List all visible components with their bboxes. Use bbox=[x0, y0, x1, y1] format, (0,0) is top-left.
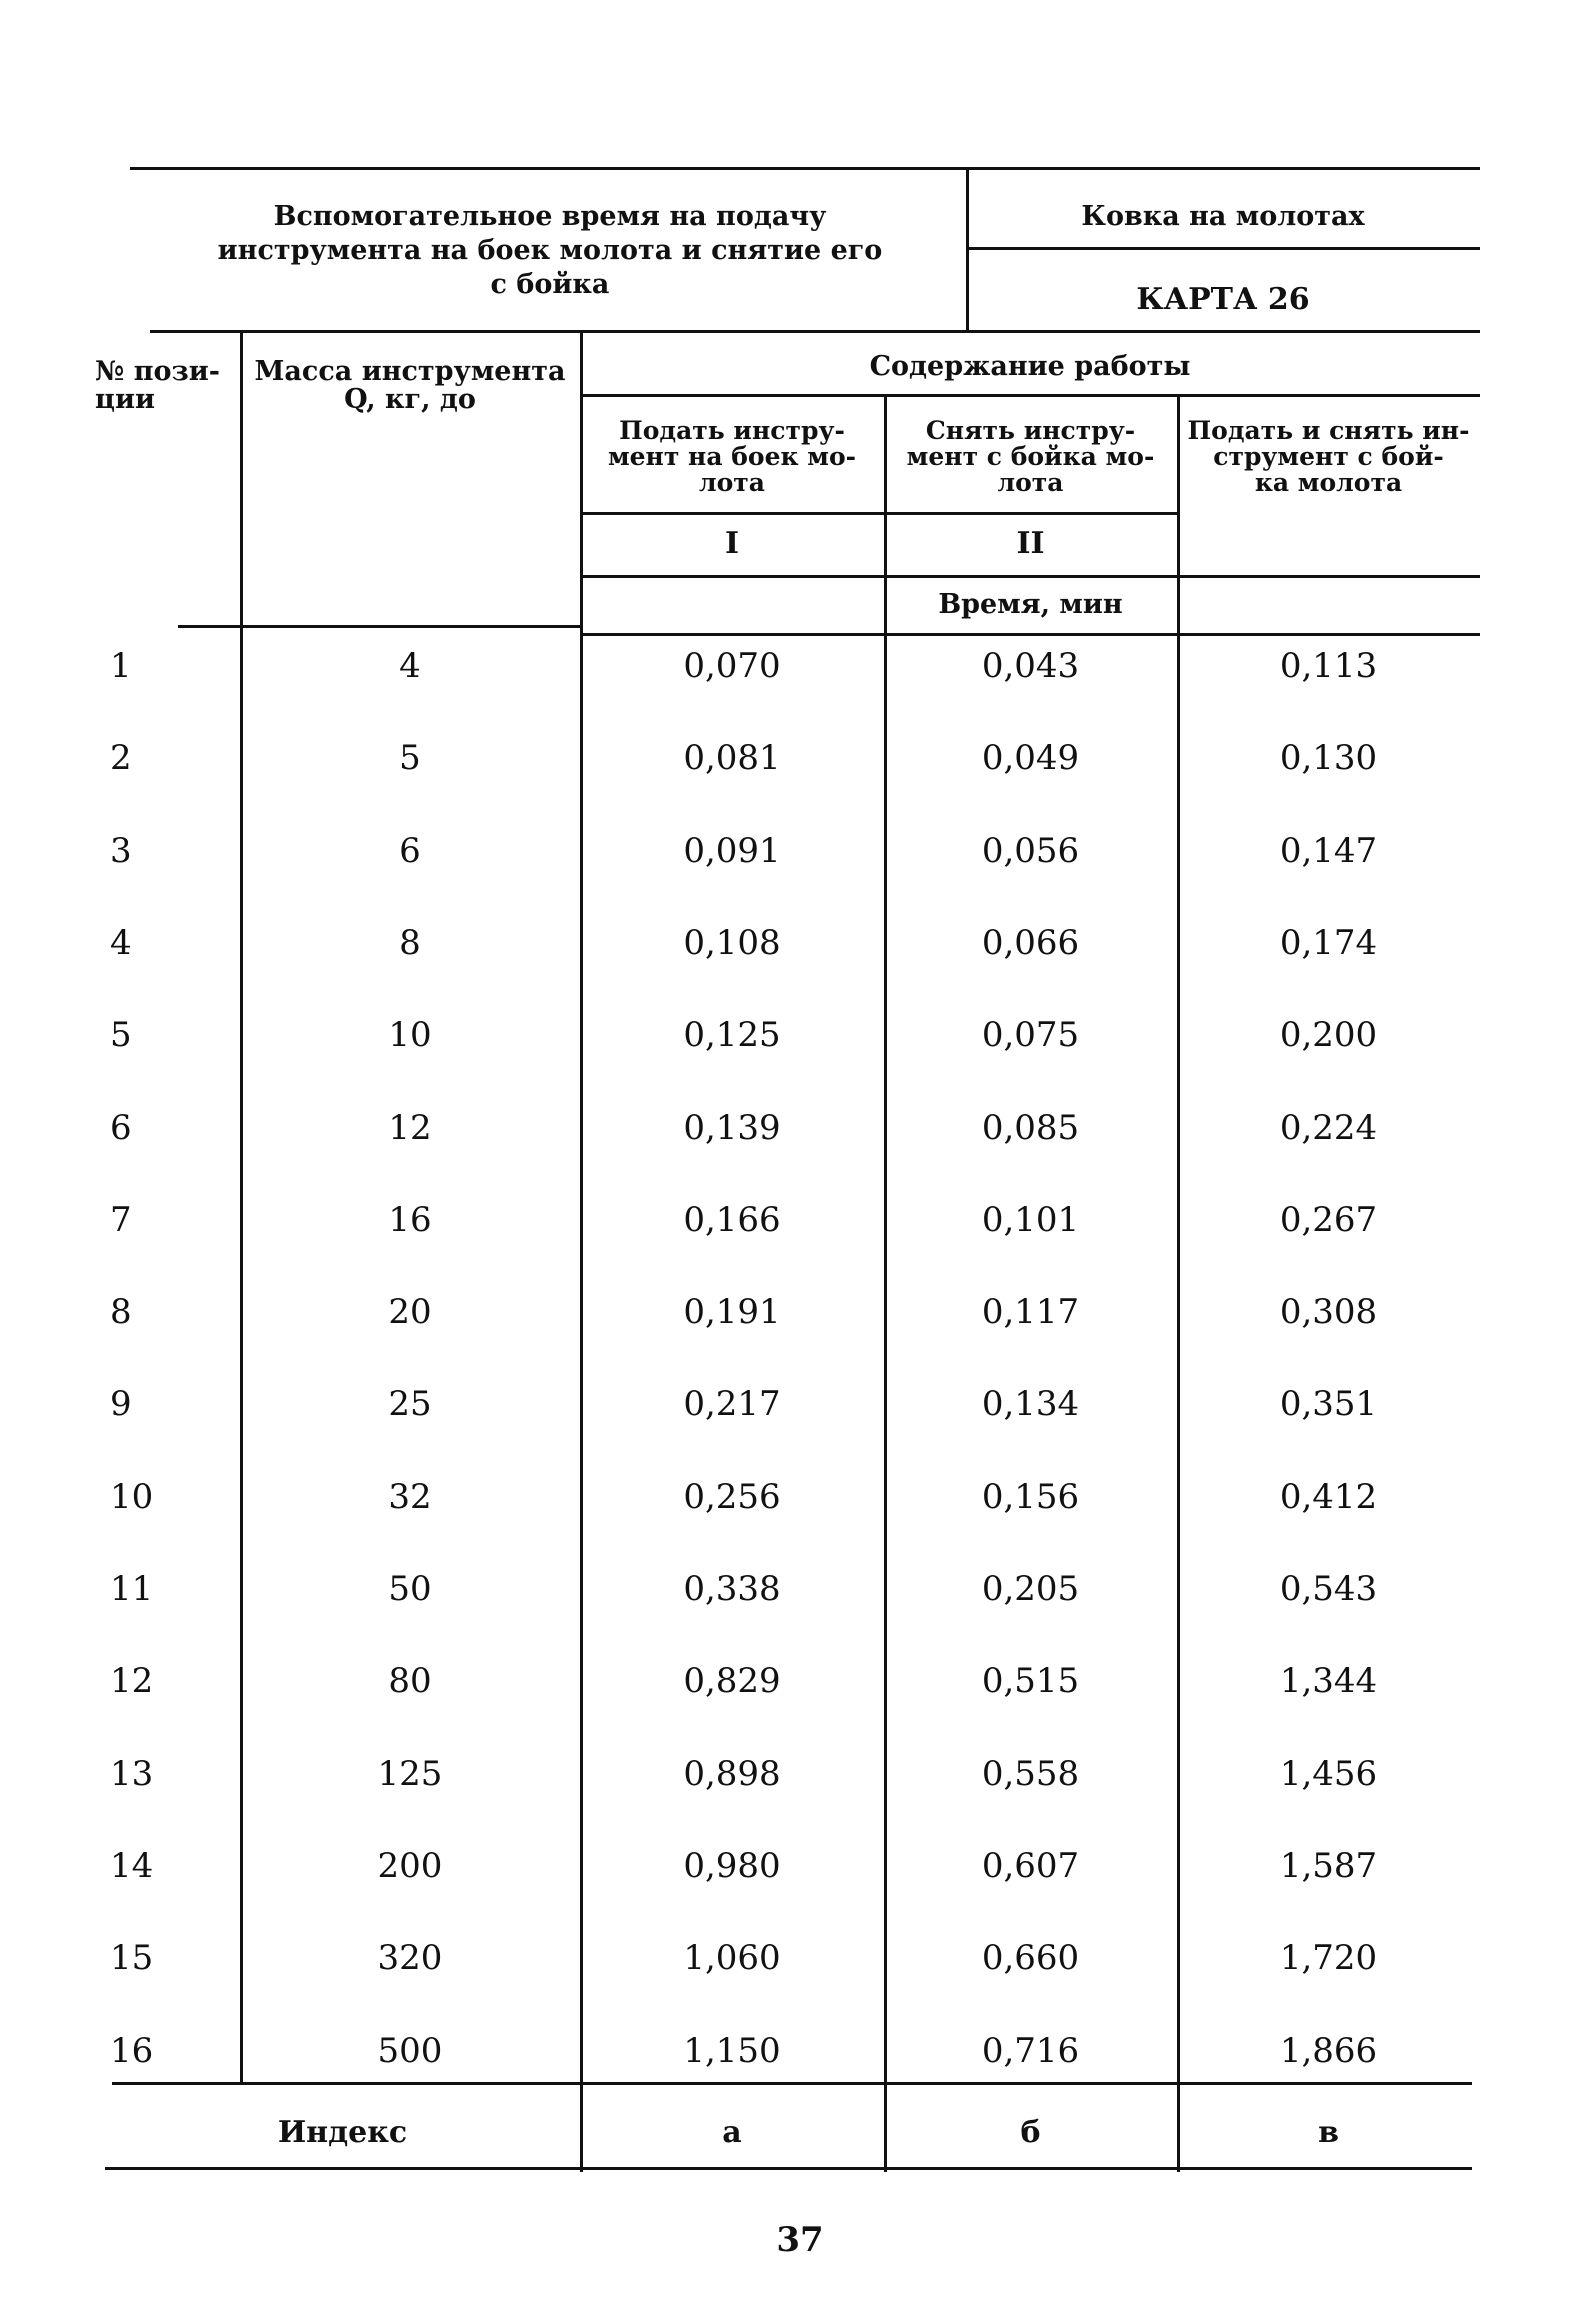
row-a-cell: 1,060 bbox=[683, 1938, 781, 1978]
row-position: 4 bbox=[110, 923, 132, 963]
row-position: 5 bbox=[110, 1015, 132, 1055]
row-mass-cell: 6 bbox=[399, 831, 421, 871]
row-a-cell: 0,898 bbox=[683, 1754, 781, 1794]
row-position: 1 bbox=[110, 646, 132, 686]
row-a-cell: 0,166 bbox=[683, 1200, 781, 1240]
row-position: 8 bbox=[110, 1292, 132, 1332]
row-mass-cell: 320 bbox=[377, 1938, 443, 1978]
row-a-cell: 0,070 bbox=[683, 646, 781, 686]
index-top-rule bbox=[112, 2082, 1472, 2085]
doc-title-line-2: инструмента на боек молота и снятие его bbox=[217, 235, 883, 266]
row-a-cell: 0,081 bbox=[683, 738, 781, 778]
col-a-header-line-1: Подать инстру- bbox=[619, 416, 845, 445]
position-header-line-1: № пози- bbox=[95, 356, 220, 387]
row-position: 10 bbox=[110, 1477, 154, 1517]
row-c-cell: 0,543 bbox=[1279, 1569, 1378, 1609]
row-position: 11 bbox=[110, 1569, 154, 1609]
row-c-cell: 1,866 bbox=[1279, 2031, 1378, 2071]
card-title: КАРТА 26 bbox=[1136, 282, 1310, 317]
mass-header-line-2: Q, кг, до bbox=[344, 384, 476, 415]
row-b-cell: 0,085 bbox=[981, 1108, 1080, 1148]
doc-title bbox=[150, 200, 950, 302]
row-position: 9 bbox=[110, 1384, 132, 1424]
row-c-cell: 0,224 bbox=[1279, 1108, 1378, 1148]
row-a-cell: 0,217 bbox=[683, 1384, 781, 1424]
col-c-header-line-2: струмент с бой- bbox=[1213, 442, 1444, 471]
row-a-cell: 0,125 bbox=[683, 1015, 781, 1055]
top-rule bbox=[130, 167, 1480, 170]
row-a-cell: 0,338 bbox=[683, 1569, 781, 1609]
row-mass-cell: 125 bbox=[377, 1754, 443, 1794]
time-unit-header: Время, мин bbox=[938, 589, 1123, 620]
row-mass-cell: 12 bbox=[388, 1108, 432, 1148]
col-b-header-line-3: лота bbox=[997, 468, 1064, 497]
row-c-cell: 1,587 bbox=[1279, 1846, 1378, 1886]
col-b-header bbox=[884, 418, 1177, 496]
row-c-cell: 0,412 bbox=[1279, 1477, 1378, 1517]
col-a-header-line-3: лота bbox=[699, 468, 765, 497]
row-mass-cell: 32 bbox=[388, 1477, 432, 1517]
row-mass-cell: 16 bbox=[388, 1200, 432, 1240]
row-b-cell: 0,066 bbox=[981, 923, 1080, 963]
row-mass-cell: 200 bbox=[377, 1846, 443, 1886]
row-c-cell: 0,147 bbox=[1279, 831, 1378, 871]
row-b-cell: 0,716 bbox=[981, 2031, 1080, 2071]
col-a-header bbox=[580, 418, 884, 496]
mass-header-line-1: Масса инструмента bbox=[254, 356, 566, 387]
row-b-cell: 0,056 bbox=[981, 831, 1080, 871]
row-mass-cell: 10 bbox=[388, 1015, 432, 1055]
roman-b: II bbox=[1016, 526, 1045, 561]
row-mass-cell: 50 bbox=[388, 1569, 432, 1609]
mass-header bbox=[240, 358, 580, 414]
row-c-cell: 1,344 bbox=[1279, 1661, 1378, 1701]
section-rule bbox=[966, 247, 1480, 250]
col-c-header-line-1: Подать и снять ин- bbox=[1187, 416, 1470, 445]
row-position: 6 bbox=[110, 1108, 132, 1148]
row-position: 3 bbox=[110, 831, 132, 871]
roman-rule-bottom bbox=[580, 575, 1480, 578]
index-a: а bbox=[722, 2115, 742, 2150]
row-a-cell: 0,091 bbox=[683, 831, 781, 871]
col-b-header-line-1: Снять инстру- bbox=[925, 416, 1136, 445]
row-position: 7 bbox=[110, 1200, 132, 1240]
row-c-cell: 0,351 bbox=[1279, 1384, 1378, 1424]
row-b-cell: 0,043 bbox=[981, 646, 1080, 686]
col-divider-mass bbox=[580, 332, 583, 2172]
header-end-rule-right bbox=[580, 633, 1480, 636]
row-b-cell: 0,515 bbox=[981, 1661, 1080, 1701]
row-position: 2 bbox=[110, 738, 132, 778]
col-c-header-line-3: ка молота bbox=[1254, 468, 1403, 497]
row-c-cell: 0,113 bbox=[1279, 646, 1378, 686]
work-content-rule bbox=[580, 394, 1480, 397]
row-position: 12 bbox=[110, 1661, 154, 1701]
row-a-cell: 0,108 bbox=[683, 923, 781, 963]
row-mass-cell: 500 bbox=[377, 2031, 443, 2071]
position-header bbox=[95, 358, 240, 414]
row-c-cell: 0,267 bbox=[1279, 1200, 1378, 1240]
row-b-cell: 0,607 bbox=[981, 1846, 1080, 1886]
roman-a: I bbox=[724, 526, 740, 561]
row-c-cell: 0,308 bbox=[1279, 1292, 1378, 1332]
row-b-cell: 0,134 bbox=[981, 1384, 1080, 1424]
index-bottom-rule bbox=[105, 2167, 1472, 2170]
row-a-cell: 0,980 bbox=[683, 1846, 781, 1886]
work-content-header: Содержание работы bbox=[869, 351, 1191, 382]
col-b-header-line-2: мент с бойка мо- bbox=[906, 442, 1155, 471]
row-c-cell: 1,720 bbox=[1279, 1938, 1378, 1978]
row-mass-cell: 4 bbox=[399, 646, 421, 686]
row-c-cell: 1,456 bbox=[1279, 1754, 1378, 1794]
index-b: б bbox=[1020, 2115, 1041, 2150]
row-b-cell: 0,049 bbox=[981, 738, 1080, 778]
row-mass-cell: 80 bbox=[388, 1661, 432, 1701]
row-position: 14 bbox=[110, 1846, 154, 1886]
page-number: 37 bbox=[776, 2220, 824, 2260]
col-c-header bbox=[1177, 418, 1480, 496]
header-end-rule-left bbox=[178, 625, 580, 628]
row-position: 16 bbox=[110, 2031, 154, 2071]
row-mass-cell: 20 bbox=[388, 1292, 432, 1332]
roman-rule-top bbox=[580, 512, 1177, 515]
row-mass-cell: 25 bbox=[388, 1384, 432, 1424]
row-a-cell: 0,139 bbox=[683, 1108, 781, 1148]
section-title: Ковка на молотах bbox=[1081, 201, 1365, 232]
row-b-cell: 0,156 bbox=[981, 1477, 1080, 1517]
row-a-cell: 1,150 bbox=[683, 2031, 781, 2071]
row-a-cell: 0,191 bbox=[683, 1292, 781, 1332]
row-a-cell: 0,829 bbox=[683, 1661, 781, 1701]
row-position: 13 bbox=[110, 1754, 154, 1794]
row-c-cell: 0,130 bbox=[1279, 738, 1378, 778]
row-mass-cell: 5 bbox=[399, 738, 421, 778]
index-label: Индекс bbox=[277, 2115, 408, 2150]
row-b-cell: 0,101 bbox=[981, 1200, 1080, 1240]
row-c-cell: 0,200 bbox=[1279, 1015, 1378, 1055]
row-a-cell: 0,256 bbox=[683, 1477, 781, 1517]
doc-title-line-1: Вспомогательное время на подачу bbox=[273, 201, 827, 232]
row-b-cell: 0,660 bbox=[981, 1938, 1080, 1978]
row-c-cell: 0,174 bbox=[1279, 923, 1378, 963]
position-header-line-2: ции bbox=[95, 384, 155, 415]
row-position: 15 bbox=[110, 1938, 154, 1978]
header-bottom-rule bbox=[150, 330, 1480, 333]
row-b-cell: 0,117 bbox=[981, 1292, 1080, 1332]
row-b-cell: 0,205 bbox=[981, 1569, 1080, 1609]
row-b-cell: 0,558 bbox=[981, 1754, 1080, 1794]
row-mass-cell: 8 bbox=[399, 923, 421, 963]
col-a-header-line-2: мент на боек мо- bbox=[607, 442, 857, 471]
index-c: в bbox=[1318, 2115, 1339, 2150]
row-b-cell: 0,075 bbox=[981, 1015, 1080, 1055]
doc-title-line-3: с бойка bbox=[490, 269, 610, 300]
